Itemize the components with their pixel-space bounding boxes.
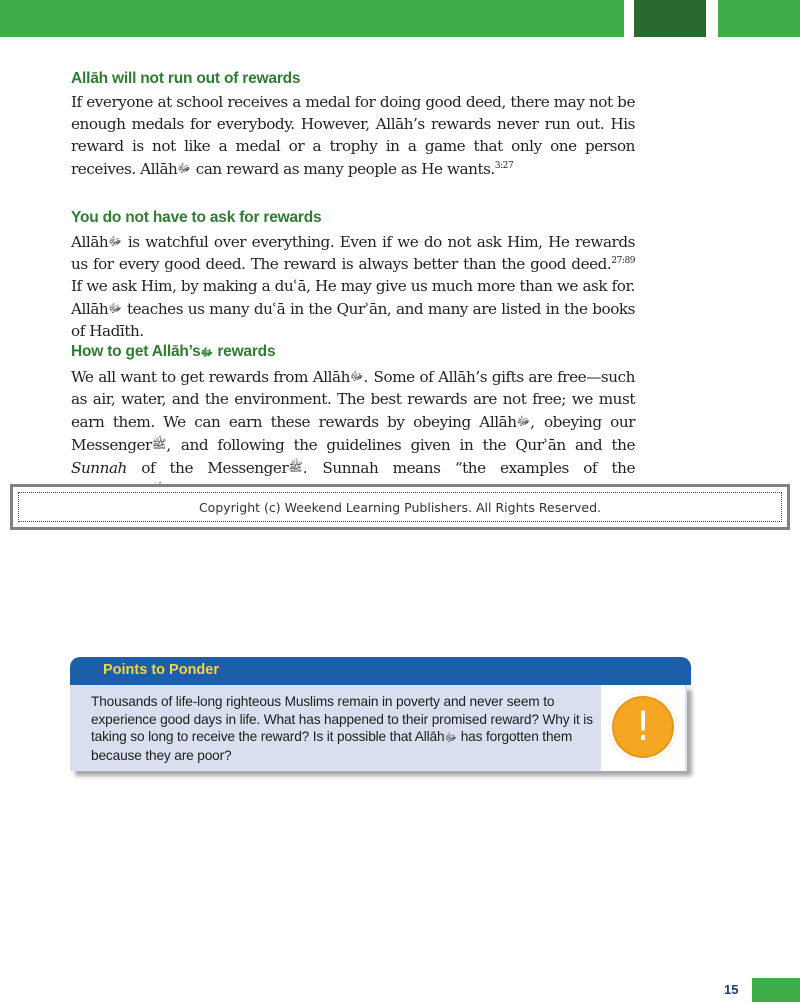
paragraph-text: Allāh	[71, 233, 109, 251]
section-heading	[71, 209, 635, 227]
heading-text: How to get Allāh’s	[71, 343, 201, 360]
points-to-ponder-text	[91, 693, 596, 764]
section-heading	[71, 343, 635, 362]
quran-reference: 3:27	[494, 161, 514, 171]
section-paragraph	[71, 365, 635, 502]
section-how-to-get-rewards	[71, 343, 635, 502]
paragraph-text: We all want to get rewards from Allāh	[71, 368, 350, 386]
page-corner-tab	[752, 978, 800, 1002]
paragraph-text: is watchful over everything. Even if we do not ask Him, He rewards us for every good deed. The reward is always better than the good deed.	[71, 233, 635, 273]
copyright-banner	[10, 484, 790, 530]
section-no-need-to-ask	[71, 209, 635, 342]
paragraph-text: If everyone at school receives a medal for doing good deed, there may not be enough medals for everybody. However, Allāh’s rewards never run out. His reward is not like a medal or a trophy in a game that only one person receives. Allāh	[71, 93, 635, 178]
allah-honorific-icon: ﷻ	[108, 234, 122, 248]
section-rewards-never-run-out	[71, 70, 635, 180]
heading-text: rewards	[213, 343, 276, 360]
exclamation-icon	[609, 693, 677, 761]
allah-honorific-icon: ﷻ	[516, 414, 531, 428]
paragraph-text: can reward as many people as He wants.	[190, 160, 495, 178]
ponder-text-part: has forgotten them because they are poor?	[91, 729, 573, 763]
ponder-icon-panel	[601, 685, 685, 771]
allah-honorific-icon: ﷻ	[200, 346, 214, 359]
top-bar-segment-dark-green	[634, 0, 706, 37]
allah-honorific-icon: ﷻ	[444, 731, 457, 744]
section-paragraph	[71, 91, 635, 180]
ponder-text-part: Thousands of life-long righteous Muslims remain in poverty and never seem to experience good days in life. What has happened to their promised reward? Why it is taking so long to receive the reward? Is it possible that Allāh	[91, 694, 593, 744]
paragraph-text: teaches us many duʿā in the Qurʾān, and many are listed in the books of Hadīth.	[71, 300, 635, 340]
copyright-text: Copyright (c) Weekend Learning Publishers. All Rights Reserved.	[18, 492, 782, 522]
heading-text: Allāh will not run out of rewards	[71, 70, 301, 87]
top-bar-segment-green	[0, 0, 624, 37]
points-to-ponder-title: Points to Ponder	[103, 662, 219, 678]
heading-text: You do not have to ask for rewards	[71, 209, 322, 226]
allah-honorific-icon: ﷻ	[108, 301, 122, 315]
section-paragraph	[71, 230, 635, 342]
prophet-honorific-icon: ﷺ	[288, 460, 303, 474]
allah-honorific-icon: ﷻ	[349, 369, 364, 383]
sunnah-italic-term: Sunnah	[71, 459, 127, 477]
paragraph-text: , and following the guidelines given in the Qurʾān and the	[166, 436, 635, 454]
exclamation-glyph: !	[634, 704, 652, 750]
paragraph-text: , obeying our Messenger	[71, 413, 636, 454]
paragraph-text: of the Messenger	[126, 459, 289, 477]
paragraph-text: If we ask Him, by making a duʿā, He may give us much more than we ask for. Allāh	[71, 277, 635, 318]
allah-honorific-icon: ﷻ	[177, 161, 191, 175]
section-heading	[71, 70, 635, 88]
top-color-bar	[0, 0, 800, 37]
points-to-ponder-header	[70, 657, 691, 685]
page-number: 15	[724, 982, 739, 997]
quran-reference: 27:89	[611, 256, 635, 266]
points-to-ponder-box	[70, 685, 687, 771]
paragraph-text: . Some of Allāh’s gifts are free—such as air, water, and the environment. The best rewards are not free; we must earn them. We can earn these rewards by obeying Allāh	[71, 368, 635, 431]
paragraph-text: . Sunnah means “the examples of the	[302, 459, 635, 477]
top-bar-segment-green-right	[718, 0, 800, 37]
prophet-honorific-icon: ﷺ	[151, 437, 167, 451]
